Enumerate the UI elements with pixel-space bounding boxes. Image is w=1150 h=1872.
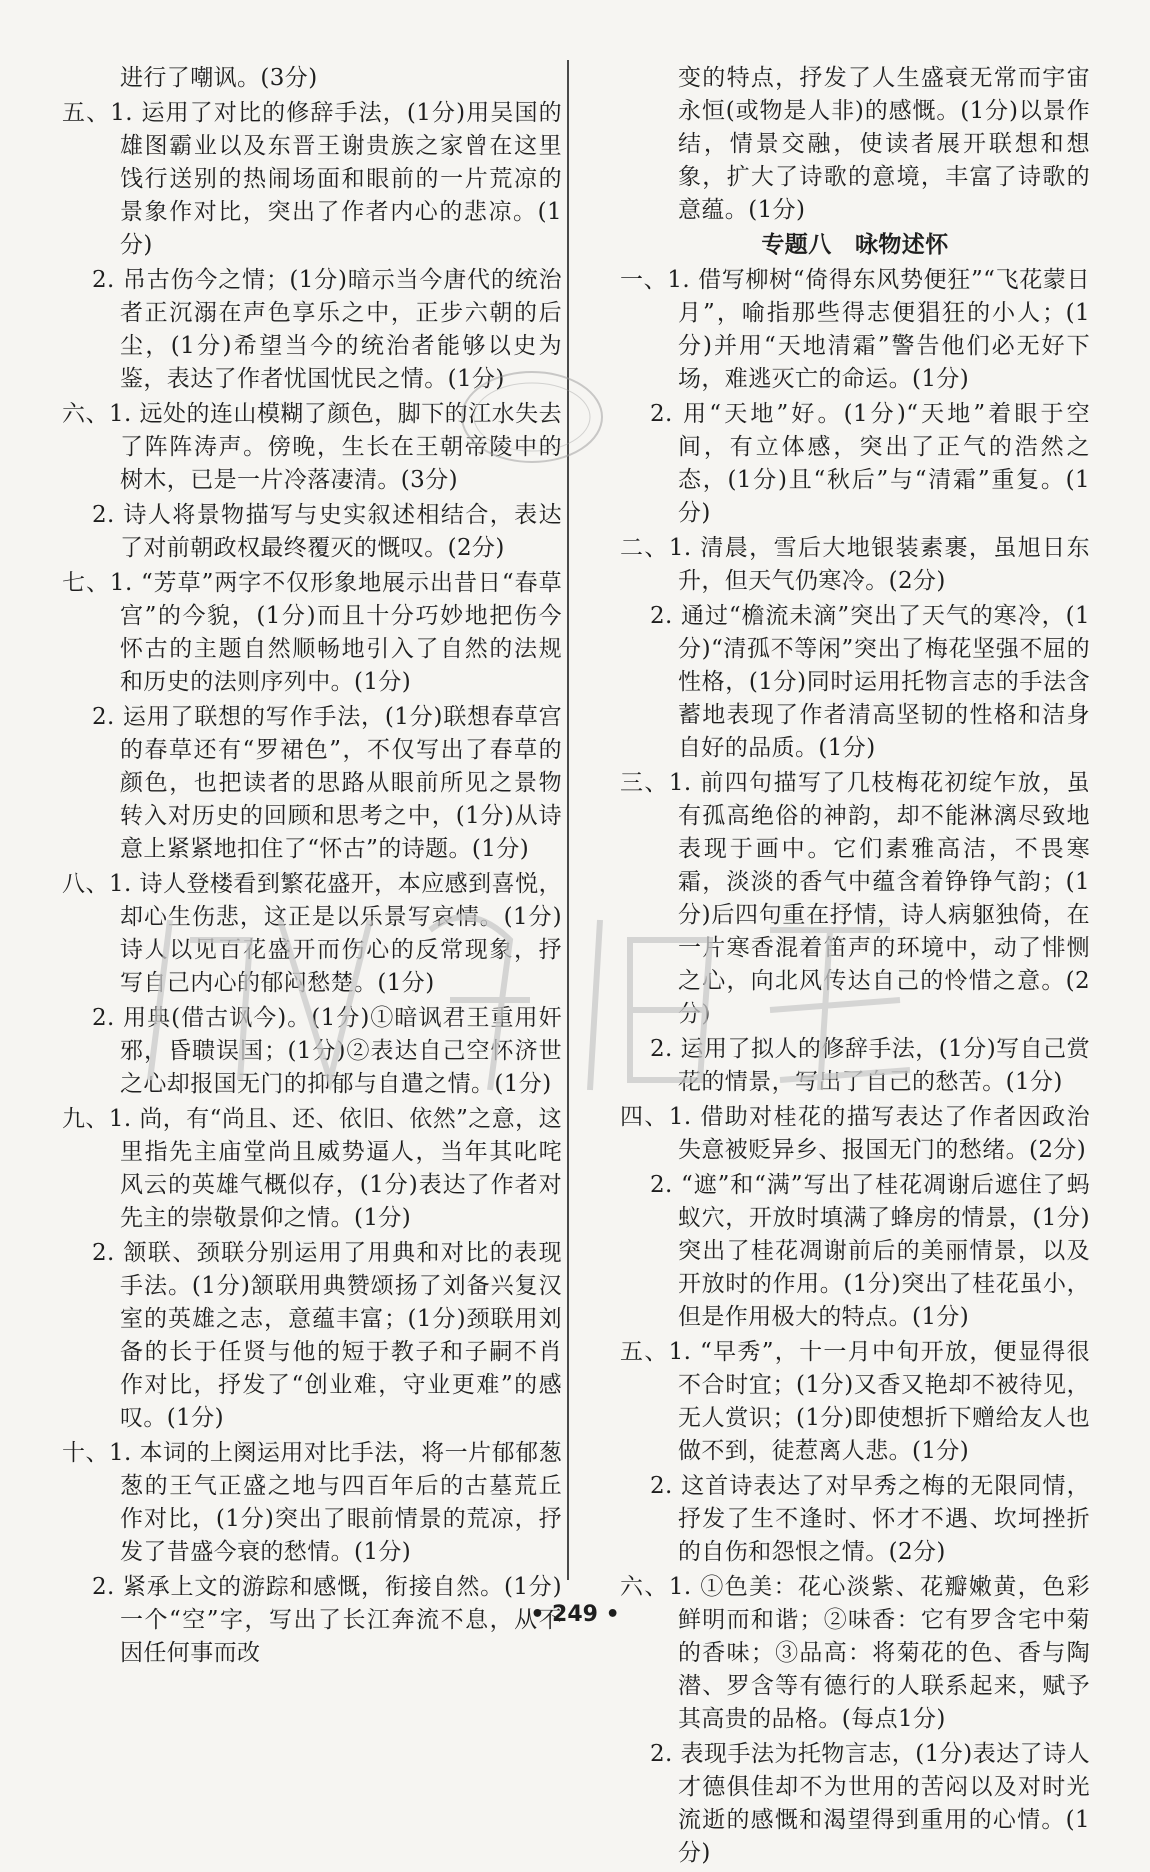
sub-answer: 2. 运用了联想的写作手法，(1分)联想春草宫的春草还有“罗裙色”，不仅写出了春草的颜色，也把读者的思路从眼前所见之景物转入对历史的回顾和思考之中，(1分)从诗意上紧紧地扣住了“怀古”的诗题。(1分) — [92, 704, 562, 862]
sub-answer: 2. 通过“檐流未滴”突出了天气的寒冷，(1分)“清孤不等闲”突出了梅花坚强不屈的性格，(1分)同时运用托物言志的手法含蓄地表现了作者清高坚韧的性格和洁身自好的品质。(1分) — [650, 603, 1090, 761]
question-answer: 十、1. 本词的上阕运用对比手法，将一片郁郁葱葱的王气正盛之地与四百年后的古墓荒丘作对比，(1分)突出了眼前情景的荒凉，抒发了昔盛今衰的愁情。(1分) — [62, 1440, 562, 1565]
question-answer: 五、1. 运用了对比的修辞手法，(1分)用吴国的雄图霸业以及东晋王谢贵族之家曾在这里饯行送别的热闹场面和眼前的一片荒凉的景象作对比，突出了作者内心的悲凉。(1分) — [62, 100, 562, 258]
sub-answer: 2. 颔联、颈联分别运用了用典和对比的表现手法。(1分)颔联用典赞颂扬了刘备兴复汉室的英雄之志，意蕴丰富；(1分)颈联用刘备的长于任贤与他的短于教子和子嗣不肖作对比，抒发了“创业难，守业更难”的感叹。(1分) — [92, 1240, 562, 1431]
sub-answer: 2. 用“天地”好。(1分)“天地”着眼于空间，有立体感，突出了正气的浩然之态，(1分)且“秋后”与“清霜”重复。(1分) — [650, 401, 1090, 526]
column-divider — [567, 60, 569, 1580]
sub-answer: 2. “遮”和“满”写出了桂花凋谢后遮住了蚂蚁穴，开放时填满了蜂房的情景，(1分)突出了桂花凋谢前后的美丽情景，以及开放时的作用。(1分)突出了桂花虽小，但是作用极大的特点。(1分) — [650, 1172, 1090, 1330]
sub-answer: 2. 运用了拟人的修辞手法，(1分)写自己赏花的情景，写出了自己的愁苦。(1分) — [650, 1036, 1090, 1095]
sub-answer: 2. 诗人将景物描写与史实叙述相结合，表达了对前朝政权最终覆灭的慨叹。(2分) — [92, 502, 562, 561]
sub-answer: 2. 紧承上文的游踪和感慨，衔接自然。(1分)一个“空”字，写出了长江奔流不息，从不因任何事而改 — [92, 1574, 562, 1666]
question-answer: 六、1. 远处的连山模糊了颜色，脚下的江水失去了阵阵涛声。傍晚，生长在王朝帝陵中的树木，已是一片冷落凄清。(3分) — [62, 401, 562, 493]
sub-answer: 2. 表现手法为托物言志，(1分)表达了诗人才德俱佳却不为世用的苦闷以及对时光流逝的感慨和渴望得到重用的心情。(1分) — [650, 1741, 1090, 1866]
page-number: • 249 • — [530, 1602, 620, 1627]
answer-continuation: 进行了嘲讽。(3分) — [120, 65, 318, 91]
question-answer: 二、1. 清晨，雪后大地银装素裹，虽旭日东升，但天气仍寒冷。(2分) — [620, 535, 1090, 594]
answer-continuation: 变的特点，抒发了人生盛衰无常而宇宙永恒(或物是人非)的感慨。(1分)以景作结，情景交融，使读者展开联想和想象，扩大了诗歌的意境，丰富了诗歌的意蕴。(1分) — [678, 65, 1090, 223]
sub-answer: 2. 吊古伤今之情；(1分)暗示当今唐代的统治者正沉溺在声色享乐之中，正步六朝的后尘，(1分)希望当今的统治者能够以史为鉴，表达了作者忧国忧民之情。(1分) — [92, 267, 562, 392]
left-column — [62, 62, 562, 1672]
sub-answer: 2. 这首诗表达了对早秀之梅的无限同情，抒发了生不逢时、怀才不遇、坎坷挫折的自伤和怨恨之情。(2分) — [650, 1473, 1090, 1565]
question-answer: 六、1. ①色美：花心淡紫、花瓣嫩黄，色彩鲜明而和谐；②味香：它有罗含宅中菊的香味；③品高：将菊花的色、香与陶潜、罗含等有德行的人联系起来，赋予其高贵的品格。(每点1分) — [620, 1574, 1090, 1732]
question-answer: 五、1. “早秀”，十一月中旬开放，便显得很不合时宜；(1分)又香又艳却不被待见，无人赏识；(1分)即使想折下赠给友人也做不到，徒惹离人悲。(1分) — [620, 1339, 1090, 1464]
sub-answer: 2. 用典(借古讽今)。(1分)①暗讽君王重用奸邪，昏聩误国；(1分)②表达自己空怀济世之心却报国无门的抑郁与自遣之情。(1分) — [92, 1005, 562, 1097]
question-answer: 三、1. 前四句描写了几枝梅花初绽乍放，虽有孤高绝俗的神韵，却不能淋漓尽致地表现于画中。它们素雅高洁，不畏寒霜，淡淡的香气中蕴含着铮铮气韵；(1分)后四句重在抒情，诗人病躯独倚，在一片寒香混着笛声的环境中，动了悱恻之心，向北风传达自己的怜惜之意。(2分) — [620, 770, 1090, 1027]
question-answer: 八、1. 诗人登楼看到繁花盛开，本应感到喜悦，却心生伤悲，这正是以乐景写哀情。(1分)诗人以见百花盛开而伤心的反常现象，抒写自己内心的郁闷愁楚。(1分) — [62, 871, 562, 996]
right-column — [620, 62, 1090, 1872]
question-answer: 七、1. “芳草”两字不仅形象地展示出昔日“春草宫”的今貌，(1分)而且十分巧妙地把伤今怀古的主题自然顺畅地引入了自然的法规和历史的法则序列中。(1分) — [62, 570, 562, 695]
question-answer: 一、1. 借写柳树“倚得东风势便狂”“飞花蒙日月”，喻指那些得志便猖狂的小人；(1分)并用“天地清霜”警告他们必无好下场，难逃灭亡的命运。(1分) — [620, 267, 1090, 392]
question-answer: 九、1. 尚，有“尚且、还、依旧、依然”之意，这里指先主庙堂尚且威势逼人，当年其叱咤风云的英雄气概似存，(1分)表达了作者对先主的崇敬景仰之情。(1分) — [62, 1106, 562, 1231]
question-answer: 四、1. 借助对桂花的描写表达了作者因政治失意被贬异乡、报国无门的愁绪。(2分) — [620, 1104, 1090, 1163]
section-heading: 专题八 咏物述怀 — [761, 232, 949, 258]
